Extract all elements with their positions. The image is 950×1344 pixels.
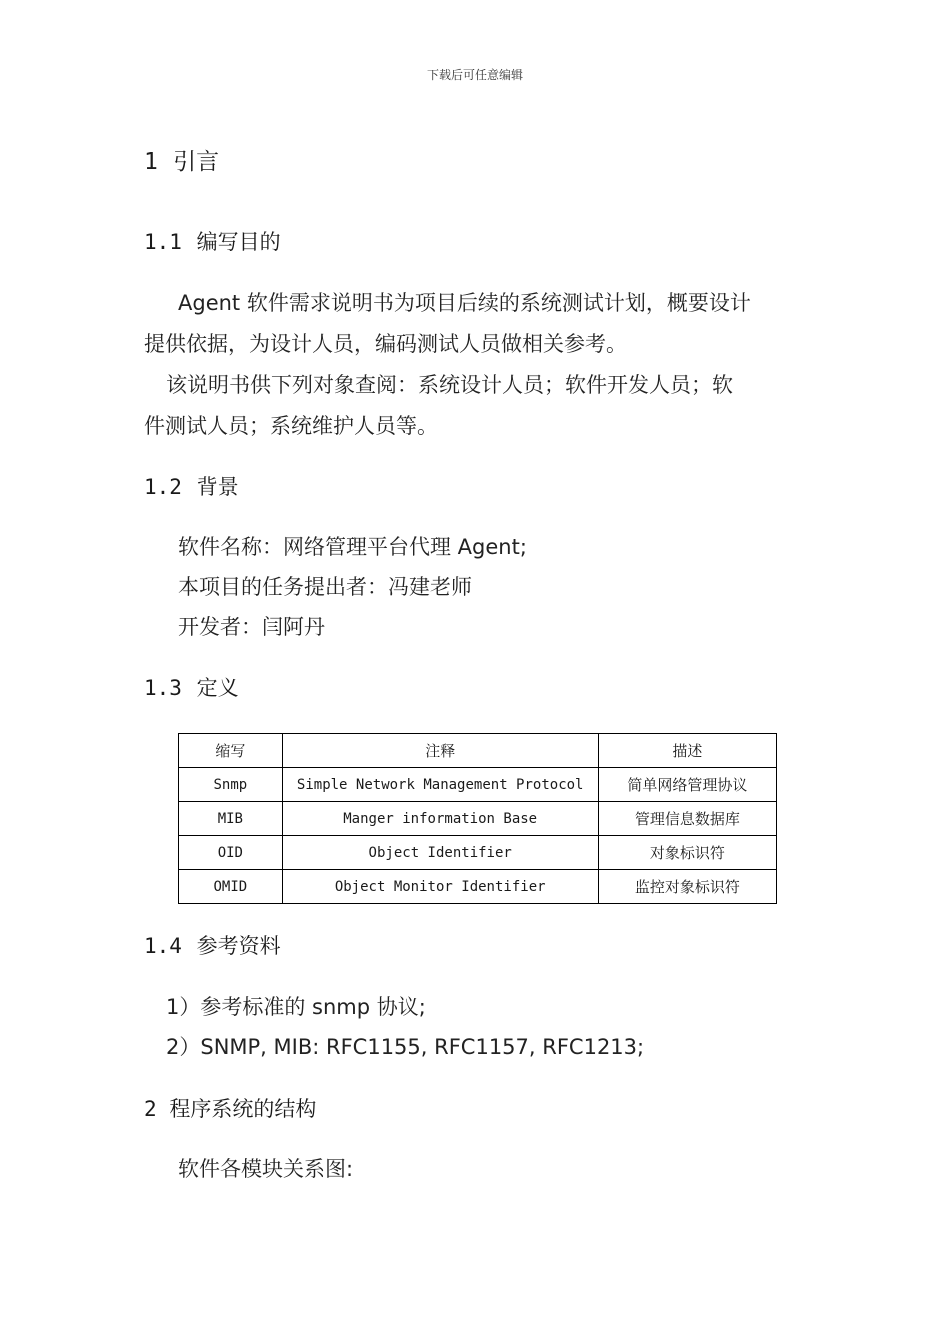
subsection-number: 1.2 (144, 475, 182, 499)
subsection-1-1-heading (144, 226, 281, 256)
section-title: 引言 (173, 149, 220, 175)
table-cell: OMID (179, 870, 283, 904)
subsection-title: 定义 (196, 676, 239, 700)
subsection-number: 1.1 (144, 230, 182, 254)
table-row (179, 802, 777, 836)
paragraph-line: Agent 软件需求说明书为项目后续的系统测试计划，概要设计 (178, 291, 751, 315)
table-row (179, 836, 777, 870)
subsection-1-4-heading (144, 930, 281, 960)
reference-item: 2）SNMP, MIB: RFC1155, RFC1157, RFC1213; (166, 1035, 645, 1059)
table-header-cell: 注释 (282, 734, 598, 768)
table-cell: Object Monitor Identifier (282, 870, 598, 904)
table-cell: 监控对象标识符 (598, 870, 776, 904)
subsection-title: 背景 (196, 475, 239, 499)
table-cell: Simple Network Management Protocol (282, 768, 598, 802)
subsection-number: 1.3 (144, 676, 182, 700)
table-cell: MIB (179, 802, 283, 836)
paragraph-line: 该说明书供下列对象查阅：系统设计人员；软件开发人员；软 (166, 373, 733, 397)
section-2-heading (144, 1093, 316, 1123)
reference-item: 1）参考标准的 snmp 协议; (166, 995, 426, 1019)
paragraph-line: 提供依据，为设计人员，编码测试人员做相关参考。 (144, 332, 627, 356)
section-number: 1 (144, 149, 158, 175)
paragraph-line: 软件各模块关系图: (178, 1157, 354, 1181)
table-cell: 管理信息数据库 (598, 802, 776, 836)
page-header-note: 下载后可任意编辑 (426, 68, 523, 82)
background-line: 软件名称：网络管理平台代理 Agent; (178, 535, 527, 559)
table-cell: OID (179, 836, 283, 870)
table-cell: Object Identifier (282, 836, 598, 870)
subsection-title: 编写目的 (196, 230, 281, 254)
table-cell: 对象标识符 (598, 836, 776, 870)
table-cell: Snmp (179, 768, 283, 802)
paragraph-line: 件测试人员；系统维护人员等。 (144, 414, 438, 438)
background-line: 开发者：闫阿丹 (178, 615, 325, 639)
table-row (179, 870, 777, 904)
table-row (179, 768, 777, 802)
table-header-row (179, 734, 777, 768)
subsection-1-3-heading (144, 672, 239, 702)
subsection-number: 1.4 (144, 934, 182, 958)
table-header-cell: 描述 (598, 734, 776, 768)
definitions-table (178, 733, 777, 904)
section-number: 2 (144, 1097, 157, 1121)
table-cell: 简单网络管理协议 (598, 768, 776, 802)
subsection-title: 参考资料 (196, 934, 281, 958)
table-cell: Manger information Base (282, 802, 598, 836)
background-line: 本项目的任务提出者：冯建老师 (178, 575, 472, 599)
table-header-cell: 缩写 (179, 734, 283, 768)
subsection-1-2-heading (144, 471, 239, 501)
section-1-heading (144, 143, 219, 176)
section-title: 程序系统的结构 (169, 1097, 317, 1121)
